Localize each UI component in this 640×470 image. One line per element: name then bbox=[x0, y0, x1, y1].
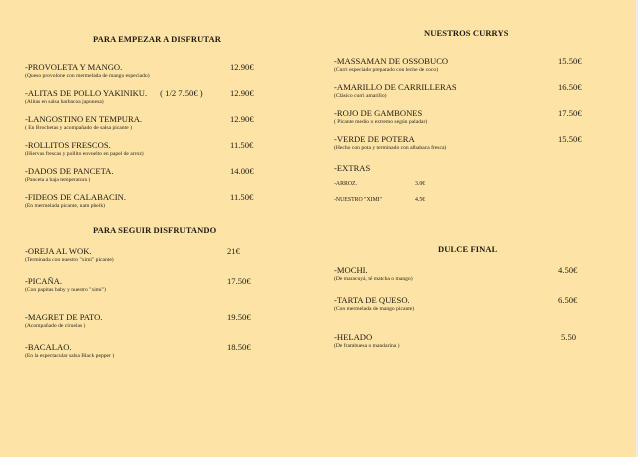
item-description: ( Picante medio o extremo según paladar) bbox=[334, 119, 428, 125]
extra-item-price: 3.0€ bbox=[415, 181, 426, 187]
item-price: 14.00€ bbox=[230, 166, 254, 176]
item-price: 17.50€ bbox=[227, 276, 251, 286]
item-description: (Queso provolone con mermelada de mango especiado) bbox=[25, 73, 150, 79]
extra-item-name: -ARROZ. bbox=[334, 181, 358, 187]
item-price: 6.50€ bbox=[558, 295, 578, 305]
menu-item bbox=[25, 62, 150, 80]
item-name: -HELADO bbox=[334, 332, 373, 342]
item-name: -ALITAS DE POLLO YAKINIKU. bbox=[25, 88, 148, 98]
item-description: (Con mermelada de mango picante) bbox=[334, 306, 415, 312]
item-price: 15.50€ bbox=[558, 134, 582, 144]
menu-item bbox=[25, 276, 106, 294]
item-price: 17.50€ bbox=[558, 108, 582, 118]
item-name: -PICAÑA. bbox=[25, 276, 63, 286]
item-price: 16.50€ bbox=[558, 82, 582, 92]
section-title-seguir: PARA SEGUIR DISFRUTANDO bbox=[93, 225, 217, 235]
item-description: (Terminada con nuestro "ximi" picante) bbox=[25, 257, 114, 263]
menu-item bbox=[334, 56, 448, 74]
item-name: -VERDE DE POTERA bbox=[334, 134, 415, 144]
item-description: (Hecho con pota y terminado con albahaca fresca) bbox=[334, 145, 447, 151]
item-name: -OREJA AL WOK. bbox=[25, 246, 92, 256]
extra-item-name: -NUESTRO "XIMI" bbox=[334, 197, 383, 203]
menu-item bbox=[25, 114, 142, 132]
menu-item bbox=[334, 82, 457, 100]
item-description: (Panceta a baja temperatura ) bbox=[25, 177, 91, 183]
extras-title: -EXTRAS bbox=[334, 163, 371, 173]
menu-item bbox=[334, 134, 446, 152]
menu-item bbox=[334, 332, 400, 350]
item-name: -PROVOLETA Y MANGO. bbox=[25, 62, 123, 72]
item-price: 12.90€ bbox=[230, 88, 254, 98]
menu-item bbox=[25, 312, 102, 330]
item-half-portion: ( 1/2 7.50€ ) bbox=[160, 88, 203, 98]
item-name: -AMARILLO DE CARRILLERAS bbox=[334, 82, 457, 92]
menu-item bbox=[334, 265, 413, 283]
item-price: 21€ bbox=[227, 246, 240, 256]
extra-item-price: 4.5€ bbox=[415, 197, 426, 203]
item-price: 11.50€ bbox=[230, 140, 254, 150]
item-name: -FIDEOS DE CALABACIN. bbox=[25, 192, 126, 202]
item-description: (En la espectacular salsa Black pepper ) bbox=[25, 353, 115, 359]
item-description: (Hiervas frescas y pollito envuelto en papel de arroz) bbox=[25, 151, 144, 157]
section-title-dulce: DULCE FINAL bbox=[438, 244, 498, 254]
item-name: -BACALAO. bbox=[25, 342, 72, 352]
item-price: 5.50 bbox=[561, 332, 577, 342]
item-name: -MASSAMAN DE OSSOBUCO bbox=[334, 56, 449, 66]
item-price: 18.50€ bbox=[227, 342, 251, 352]
item-description: (Clásico curri amarillo) bbox=[334, 93, 387, 99]
menu-item bbox=[25, 140, 144, 158]
item-price: 12.90€ bbox=[230, 114, 254, 124]
item-description: (En mermelada picante, nam pheik) bbox=[25, 203, 105, 209]
menu-item bbox=[25, 166, 114, 184]
item-price: 15.50€ bbox=[558, 56, 582, 66]
menu-item bbox=[25, 88, 203, 106]
item-price: 12.90€ bbox=[230, 62, 254, 72]
item-name: -ROJO DE GAMBONES bbox=[334, 108, 423, 118]
item-price: 11.50€ bbox=[230, 192, 254, 202]
item-description: (Curri especiado preparado con leche de coco) bbox=[334, 67, 439, 73]
item-description: (Acompañado de ciruelas ) bbox=[25, 323, 86, 329]
item-price: 19.50€ bbox=[227, 312, 251, 322]
menu-item bbox=[25, 246, 114, 264]
item-description: (De frambuesa o mandarina ) bbox=[334, 343, 400, 349]
menu-item bbox=[334, 295, 414, 313]
item-description: (De maracuyá, té matcha o mango) bbox=[334, 276, 413, 282]
item-description: ( En Brochetas y acompañado de salsa picante ) bbox=[25, 125, 132, 131]
item-name: -TARTA DE QUESO. bbox=[334, 295, 410, 305]
section-title-empezar: PARA EMPEZAR A DISFRUTAR bbox=[93, 34, 221, 44]
item-name: -LANGOSTINO EN TEMPURA. bbox=[25, 114, 143, 124]
item-description: (Alitas en salsa barbacoa japonesa) bbox=[25, 99, 104, 105]
item-price: 4.50€ bbox=[558, 265, 578, 275]
item-name: -ROLLITOS FRESCOS. bbox=[25, 140, 111, 150]
item-description: (Con papitas baby y nuestro "ximi") bbox=[25, 287, 106, 293]
item-name: -MOCHI. bbox=[334, 265, 368, 275]
menu-item bbox=[25, 192, 126, 210]
menu-item bbox=[25, 342, 114, 360]
menu-item bbox=[334, 108, 427, 126]
section-title-currys: NUESTROS CURRYS bbox=[424, 28, 509, 38]
item-name: -DADOS DE PANCETA. bbox=[25, 166, 114, 176]
item-name: -MAGRET DE PATO. bbox=[25, 312, 103, 322]
